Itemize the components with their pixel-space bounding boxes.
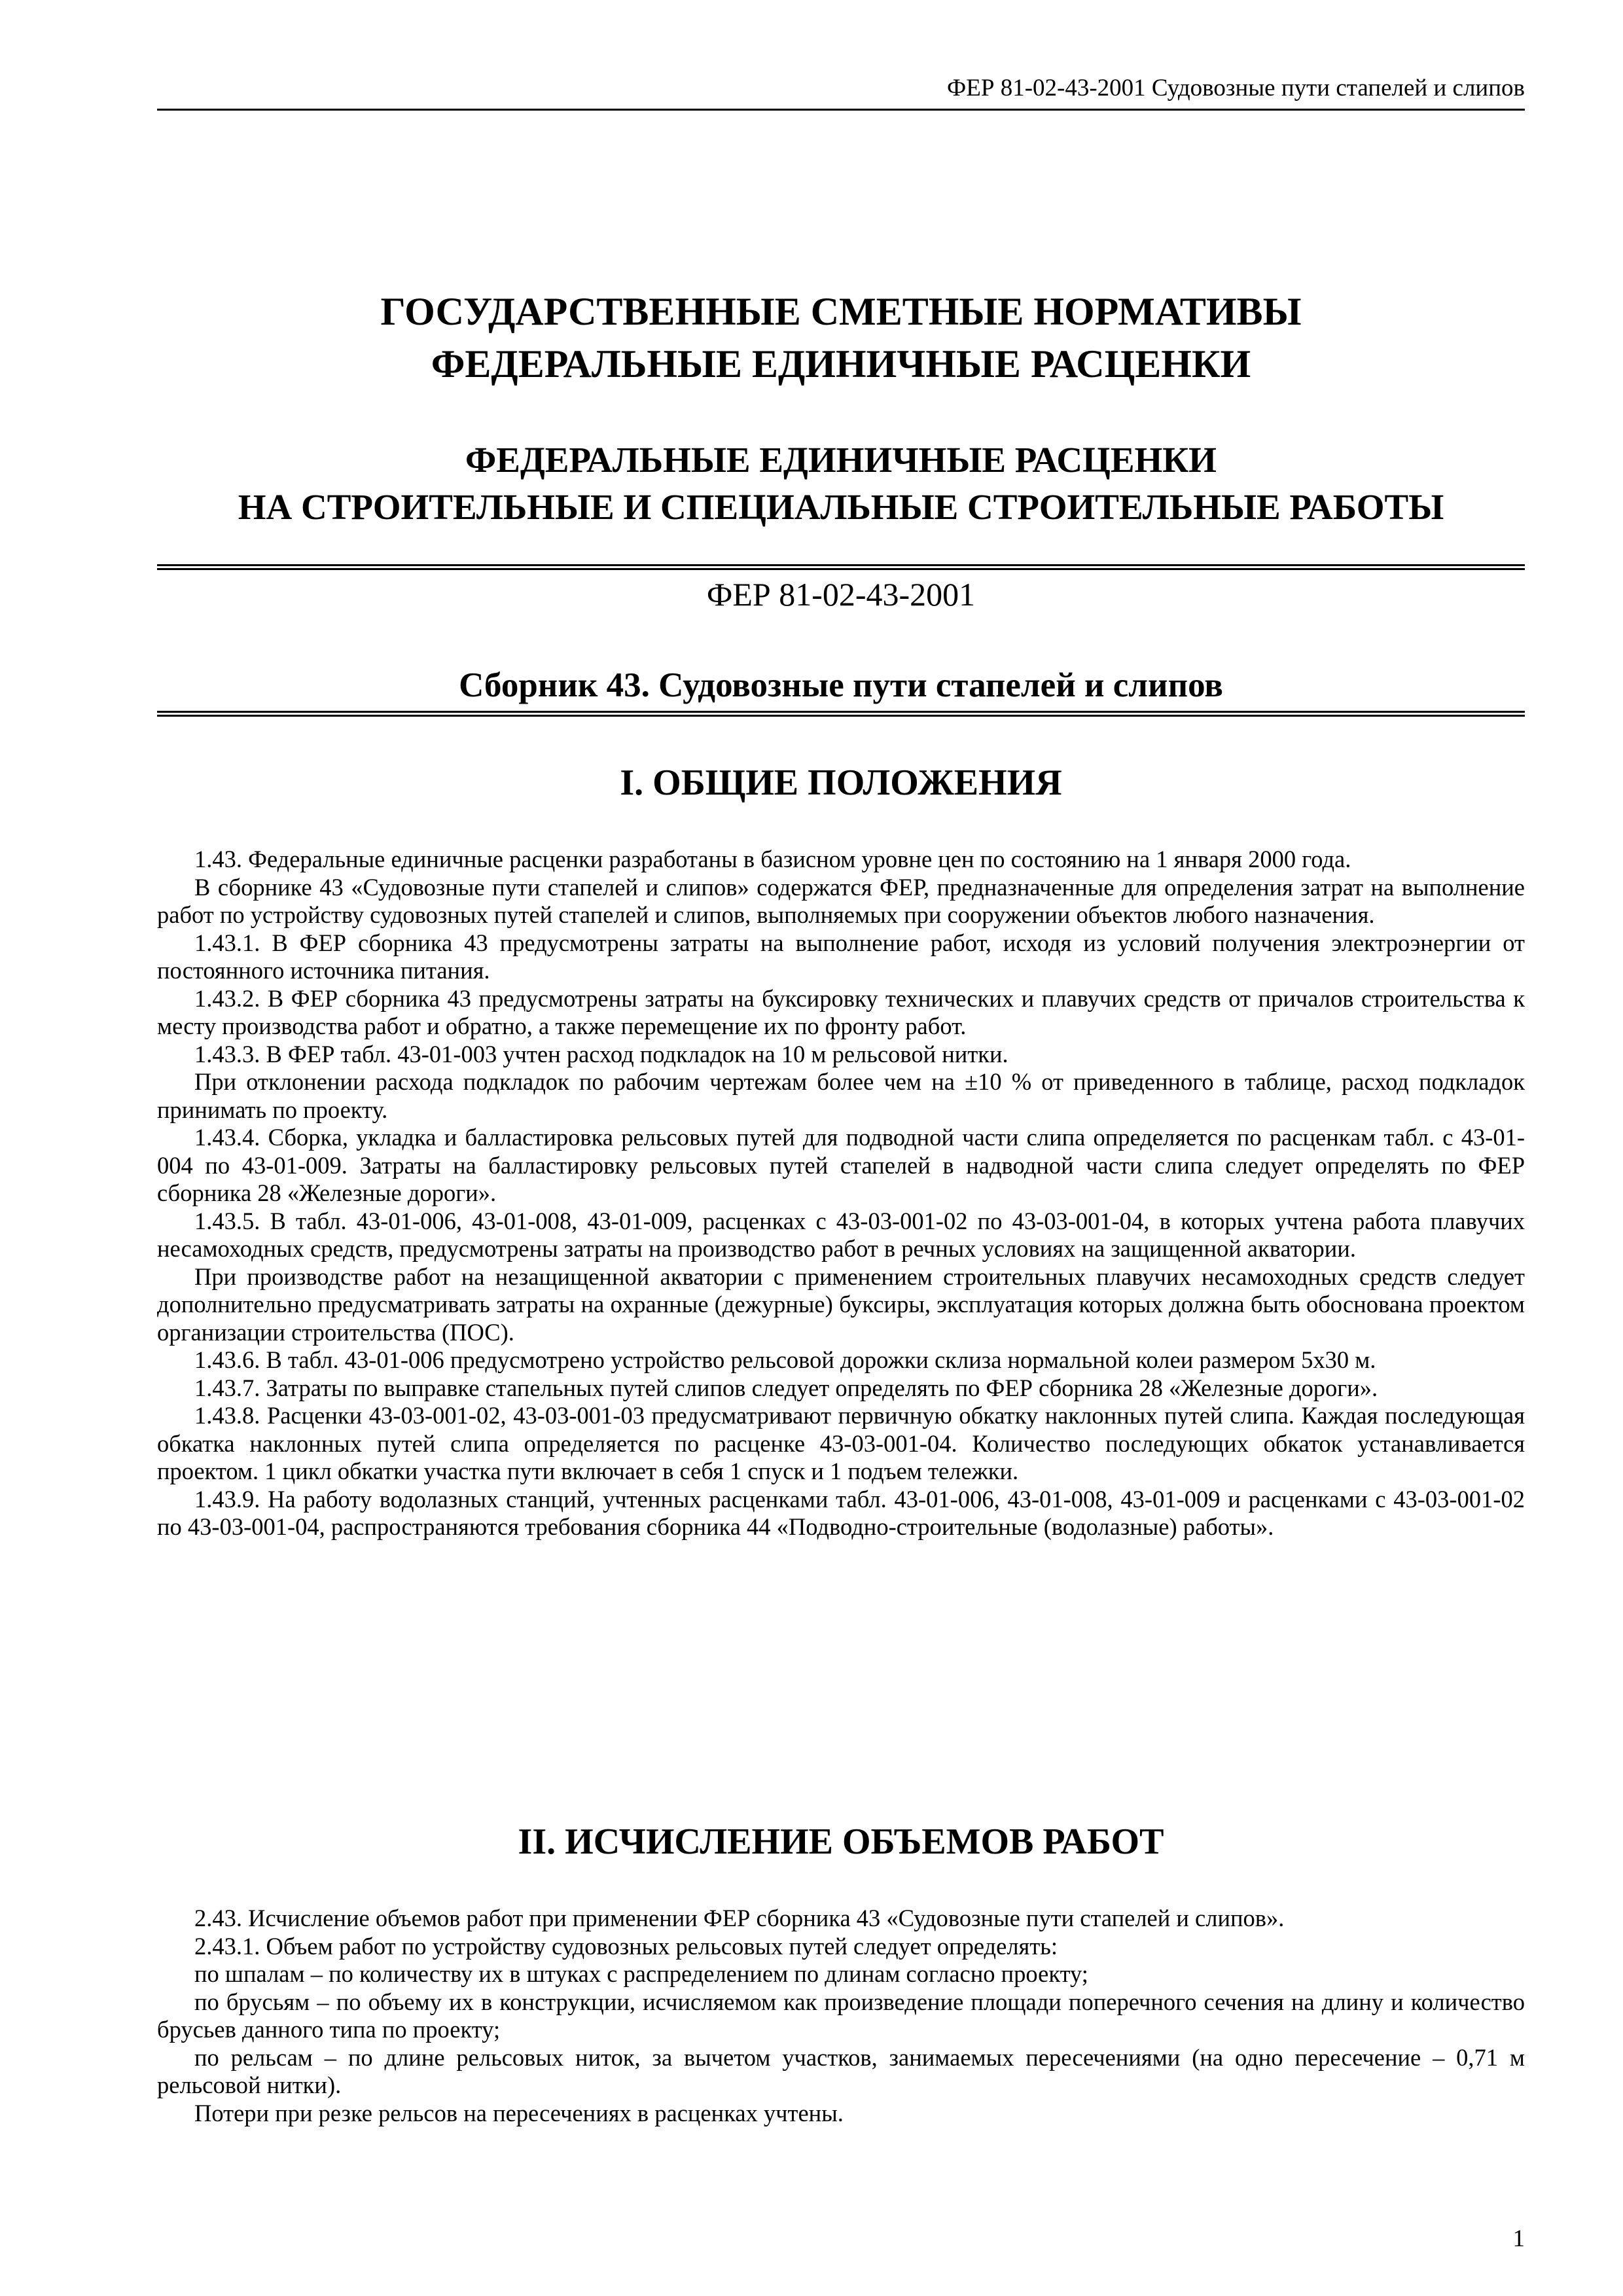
header-rule: [157, 109, 1525, 111]
paragraph: 1.43. Федеральные единичные расценки разработаны в базисном уровне цен по состоянию на 1 января 2000 года.: [194, 846, 1351, 872]
paragraph: При отклонении расхода подкладок по рабочим чертежам более чем на ±10 % от приведенного в таблице, расход подкладок принимать по проекту.: [157, 1068, 1525, 1123]
paragraph: по шпалам – по количеству их в штуках с распределением по длинам согласно проекту;: [194, 1960, 1088, 1987]
paragraph: 1.43.3. В ФЕР табл. 43-01-003 учтен расход подкладок на 10 м рельсовой нитки.: [194, 1040, 1008, 1067]
collection-title: Сборник 43. Судовозные пути стапелей и слипов: [459, 666, 1223, 704]
title-line-1: ГОСУДАРСТВЕННЫЕ СМЕТНЫЕ НОРМАТИВЫ: [380, 290, 1302, 333]
paragraph: 1.43.9. На работу водолазных станций, учтенных расценками табл. 43-01-006, 43-01-008, 43-01-009 и расценками с 43-03-001-02 по 43-03-001-04, распространяются требования сборника 44 «Подводно-строительные (водолазные) работы».: [157, 1485, 1525, 1540]
paragraph: В сборнике 43 «Судовозные пути стапелей и слипов» содержатся ФЕР, предназначенные для определения затрат на выполнение работ по устройству судовозных путей стапелей и слипов, выполняемых при сооружении объектов любого назначения.: [157, 873, 1525, 928]
paragraph: 1.43.6. В табл. 43-01-006 предусмотрено устройство рельсовой дорожки склиза нормальной колеи размером 5х30 м.: [194, 1346, 1376, 1373]
paragraph: 2.43.1. Объем работ по устройству судовозных рельсовых путей следует определять:: [194, 1932, 1058, 1960]
title-line-3: ФЕДЕРАЛЬНЫЕ ЕДИНИЧНЫЕ РАСЦЕНКИ: [465, 440, 1217, 480]
paragraph: 1.43.1. В ФЕР сборника 43 предусмотрены затраты на выполнение работ, исходя из условий получения электроэнергии от постоянного источника питания.: [157, 929, 1525, 984]
section-body-volumes: [157, 1905, 1525, 2127]
title-line-2: ФЕДЕРАЛЬНЫЕ ЕДИНИЧНЫЕ РАСЦЕНКИ: [431, 342, 1251, 386]
paragraph: Потери при резке рельсов на пересечениях в расценках учтены.: [194, 2099, 844, 2126]
document-code: ФЕР 81-02-43-2001: [706, 576, 976, 613]
paragraph: 1.43.8. Расценки 43-03-001-02, 43-03-001-03 предусматривают первичную обкатку наклонных путей слипа. Каждая последующая обкатка наклонных путей слипа определяется по расценке 43-03-001-04. Количество последующих обкаток устанавливается проектом. 1 цикл обкатки участка пути включает в себя 1 спуск и 1 подъем тележки.: [157, 1402, 1525, 1484]
section-body-general: [157, 846, 1525, 1541]
paragraph: 2.43. Исчисление объемов работ при применении ФЕР сборника 43 «Судовозные пути стапелей и слипов».: [194, 1905, 1285, 1931]
paragraph: 1.43.7. Затраты по выправке стапельных путей слипов следует определять по ФЕР сборника 28 «Железные дороги».: [194, 1374, 1378, 1401]
section-heading-general: I. ОБЩИЕ ПОЛОЖЕНИЯ: [620, 762, 1062, 803]
page-number: 1: [1512, 2225, 1525, 2252]
paragraph: 1.43.2. В ФЕР сборника 43 предусмотрены затраты на буксировку технических и плавучих средств от причалов строительства к месту производства работ и обратно, а также перемещение их по фронту работ.: [157, 984, 1525, 1039]
paragraph: по брусьям – по объему их в конструкции, исчисляемом как произведение площади поперечного сечения на длину и количество брусьев данного типа по проекту;: [157, 1988, 1525, 2043]
paragraph: При производстве работ на незащищенной акватории с применением строительных плавучих несамоходных средств следует дополнительно предусматривать затраты на охранные (дежурные) буксиры, эксплуатация которых должна быть обоснована проектом организации строительства (ПОС).: [157, 1263, 1525, 1346]
paragraph: 1.43.5. В табл. 43-01-006, 43-01-008, 43-01-009, расценках с 43-03-001-02 по 43-03-001-04, в которых учтена работа плавучих несамоходных средств, предусмотрены затраты на производство работ в речных условиях на защищенной акватории.: [157, 1207, 1525, 1262]
title-line-4: НА СТРОИТЕЛЬНЫЕ И СПЕЦИАЛЬНЫЕ СТРОИТЕЛЬНЫЕ РАБОТЫ: [238, 487, 1444, 527]
paragraph: 1.43.4. Сборка, укладка и балластировка рельсовых путей для подводной части слипа определяется по расценкам табл. с 43-01-004 по 43-01-009. Затраты на балластировку рельсовых путей стапелей в надводной части слипа следует определять по ФЕР сборника 28 «Железные дороги».: [157, 1124, 1525, 1206]
double-rule-bottom: [157, 711, 1525, 717]
double-rule-top: [157, 564, 1525, 570]
section-heading-volumes: II. ИСЧИСЛЕНИЕ ОБЪЕМОВ РАБОТ: [518, 1821, 1164, 1862]
running-header: ФЕР 81-02-43-2001 Судовозные пути стапелей и слипов: [947, 75, 1525, 101]
paragraph: по рельсам – по длине рельсовых ниток, за вычетом участков, занимаемых пересечениями (на одно пересечение – 0,71 м рельсовой нитки).: [157, 2043, 1525, 2098]
